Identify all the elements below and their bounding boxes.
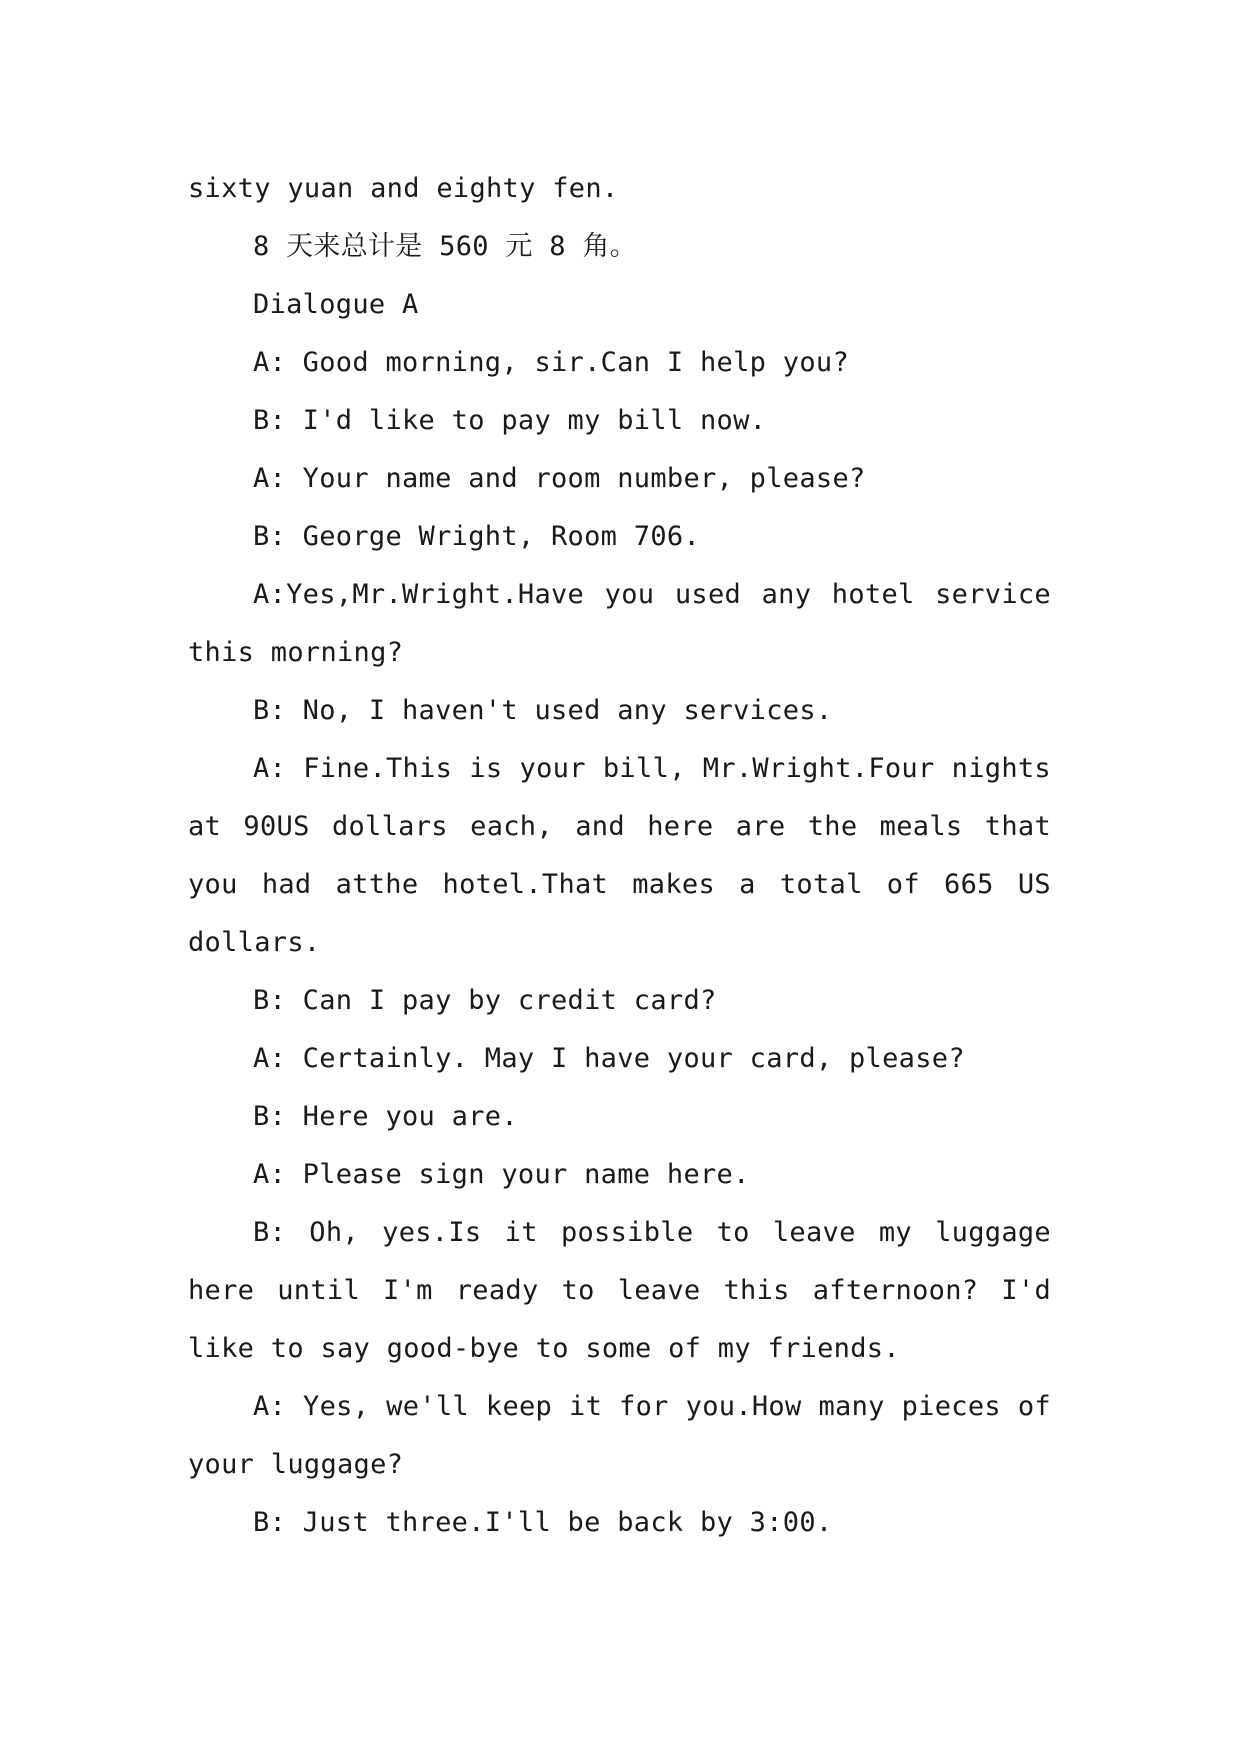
dialogue-line: B: Just three.I'll be back by 3:00. xyxy=(253,1507,833,1538)
paragraph-continuation: sixty yuan and eighty fen. xyxy=(188,173,619,204)
dialogue-heading: Dialogue A xyxy=(253,289,419,320)
dialogue-line: A: Please sign your name here. xyxy=(253,1159,750,1190)
dialogue-line: A: Yes, we'll keep it for you.How many pieces of your luggage? xyxy=(188,1391,1051,1480)
paragraph-total-chinese: 8 天来总计是 560 元 8 角。 xyxy=(253,231,637,262)
dialogue-line: B: Oh, yes.Is it possible to leave my luggage here until I'm ready to leave this afternoon? I'd like to say good-bye to some of my friends. xyxy=(188,1217,1051,1364)
dialogue-line: A: Certainly. May I have your card, please? xyxy=(253,1043,965,1074)
dialogue-line: B: Can I pay by credit card? xyxy=(253,985,717,1016)
document-page xyxy=(188,160,1051,1552)
dialogue-line: B: Here you are. xyxy=(253,1101,518,1132)
dialogue-line: B: George Wright, Room 706. xyxy=(253,521,700,552)
dialogue-line: A: Your name and room number, please? xyxy=(253,463,866,494)
dialogue-line: A: Fine.This is your bill, Mr.Wright.Four nights at 90US dollars each, and here are the meals that you had atthe hotel.That makes a total of 665 US dollars. xyxy=(188,753,1051,958)
dialogue-line: A: Good morning, sir.Can I help you? xyxy=(253,347,849,378)
dialogue-line: A:Yes,Mr.Wright.Have you used any hotel service this morning? xyxy=(188,579,1051,668)
dialogue-line: B: No, I haven't used any services. xyxy=(253,695,833,726)
dialogue-line: B: I'd like to pay my bill now. xyxy=(253,405,767,436)
